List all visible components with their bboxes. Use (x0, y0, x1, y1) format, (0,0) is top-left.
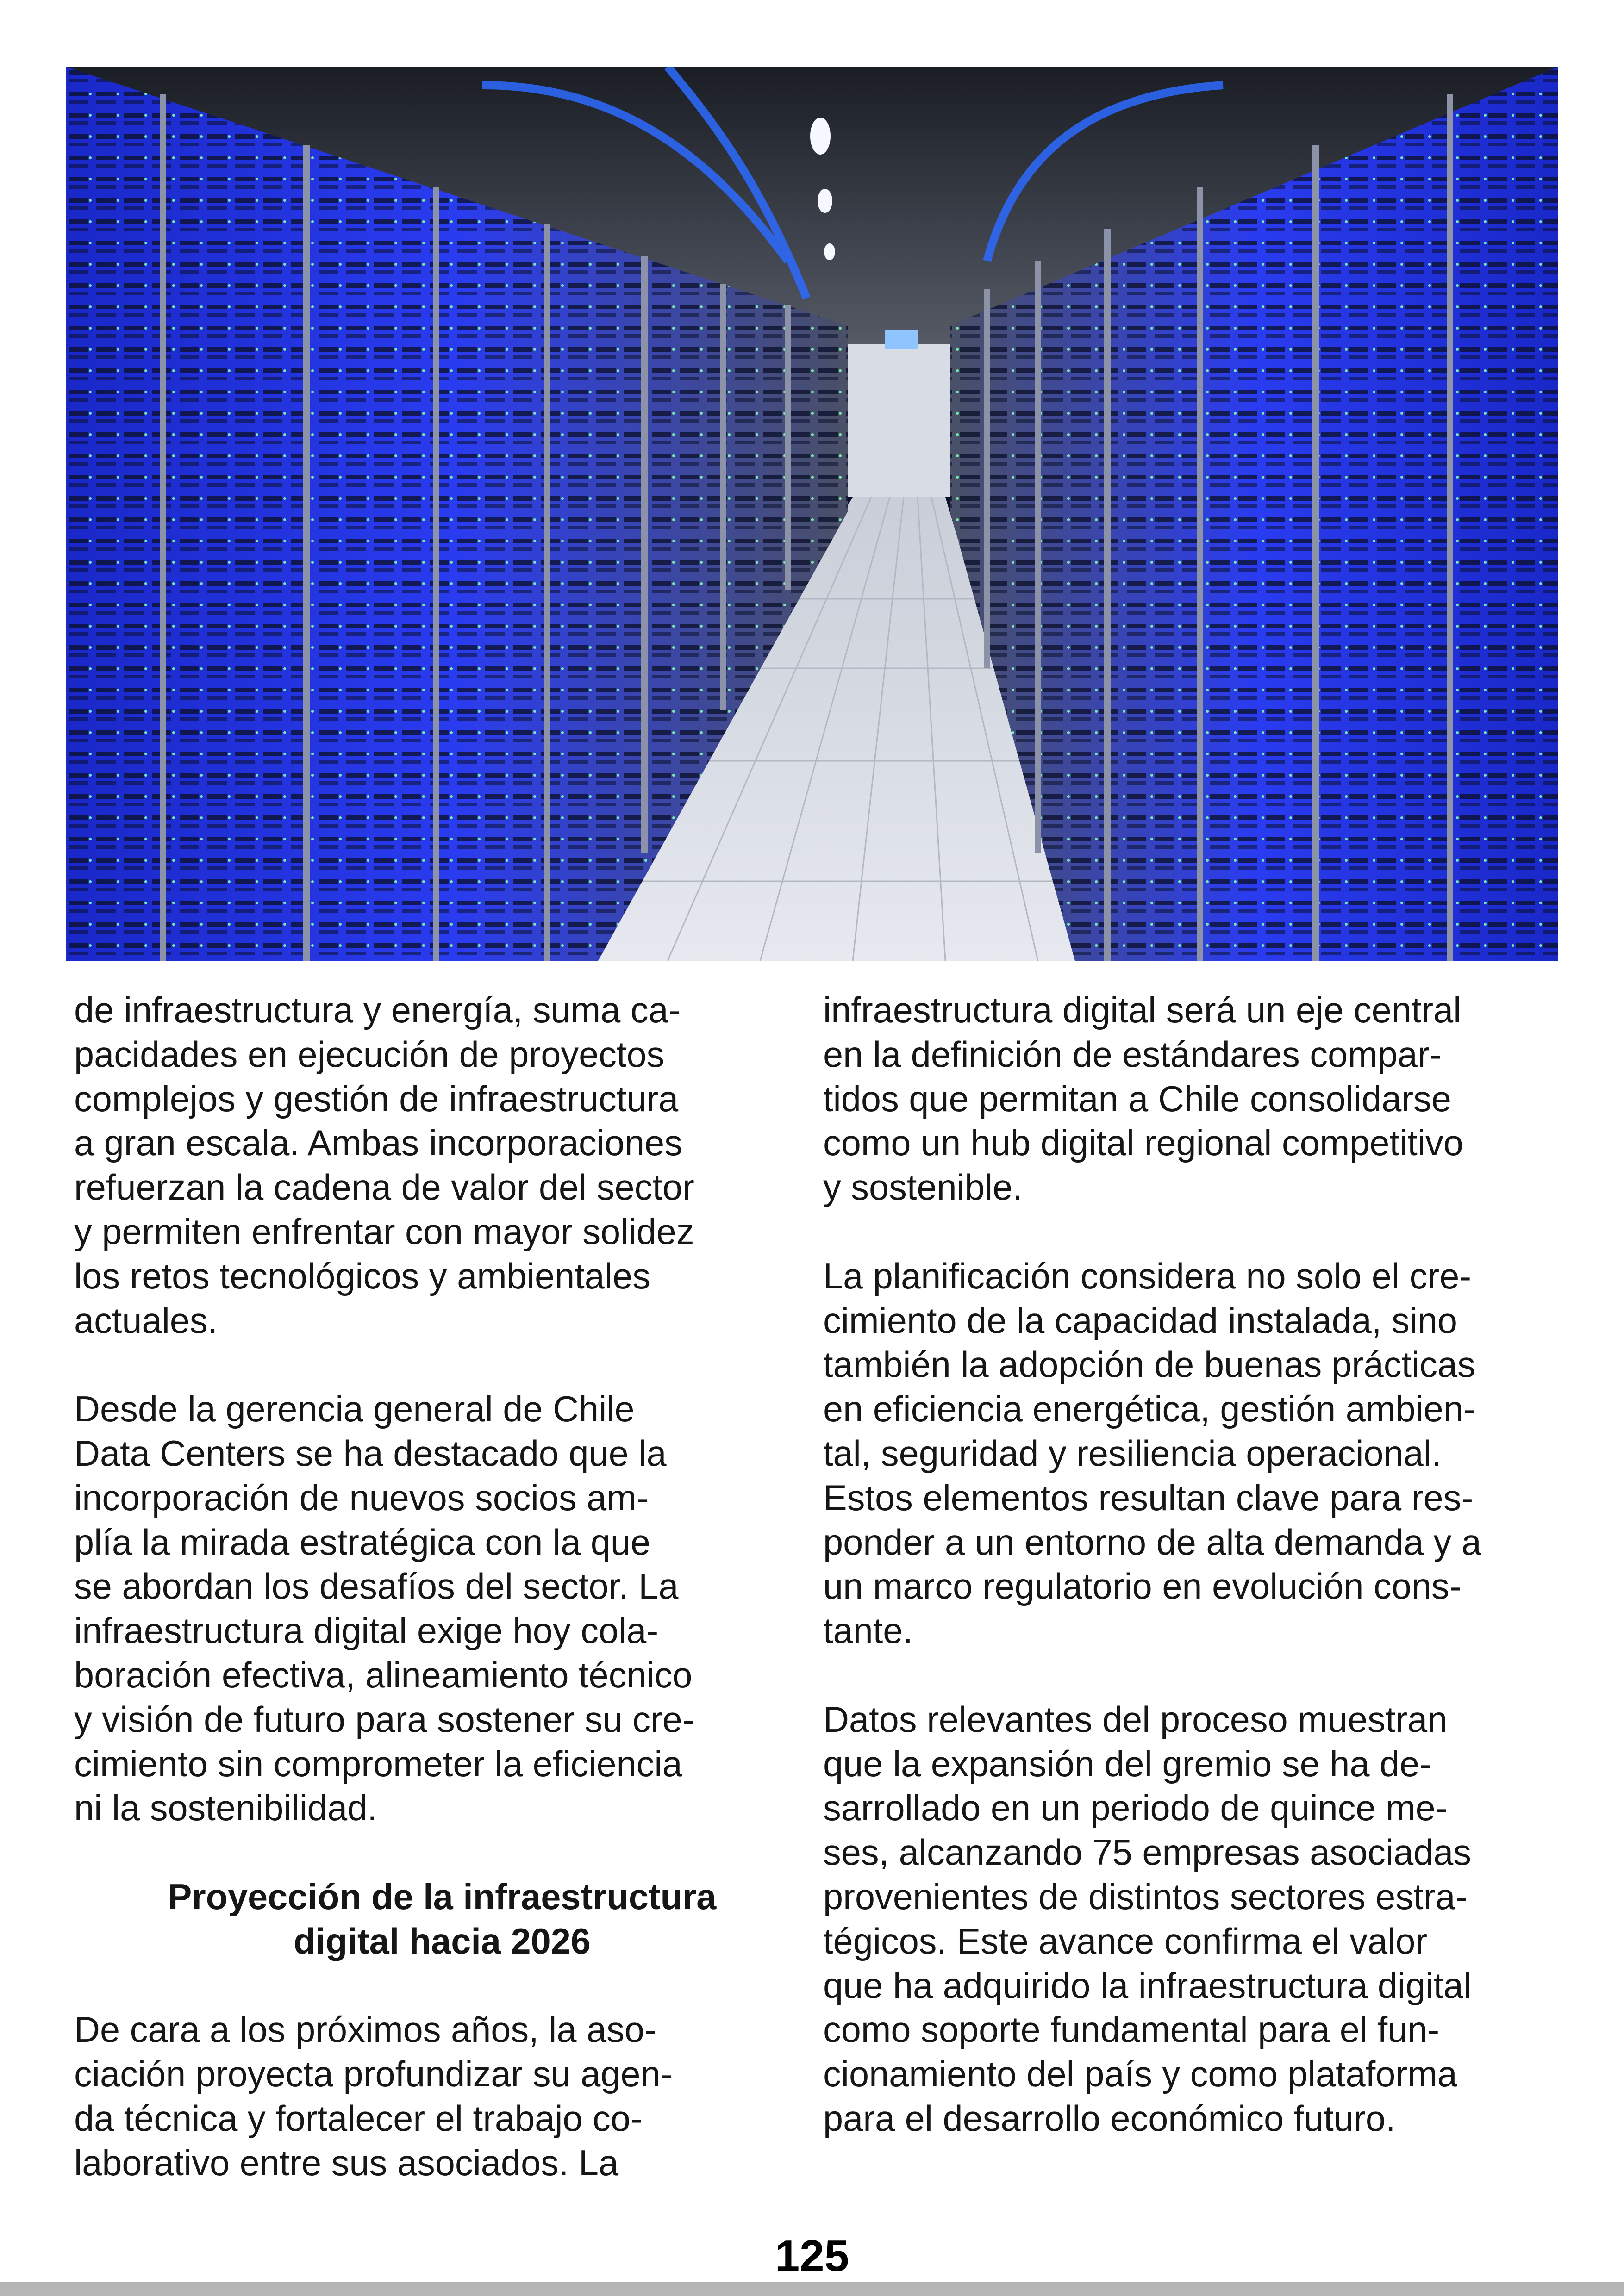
footer-bar (0, 2282, 1624, 2296)
left-paragraph-2: Desde la gerencia general de Chile Data Centers se ha destacado que la incorporación de nuevos socios am- plía la mirada estratégica con la que se abordan los desafíos del sector. La infraestructura digital exige hoy cola- boración efectiva, alineamiento técnico y visión de futuro para sostener su cre- cimiento sin comprometer la eficiencia ni la sostenibilidad. (74, 1389, 694, 1829)
left-paragraph-1: de infraestructura y energía, suma ca- pacidades en ejecución de proyectos complejos y gestión de infraestructura a gran escala. Ambas incorporaciones refuerzan la cadena de valor del sector y permiten enfrentar con mayor solidez los retos tecnológicos y ambientales actuales. (74, 990, 694, 1341)
right-paragraph-3: Datos relevantes del proceso muestran que la expansión del gremio se ha de- sarrollado en un periodo de quince me- ses, alcanzando 75 empresas asociadas provenientes de distintos sectores estra- tégicos. Este avance confirma el valor que ha adquirido la infraestructura digital como soporte fundamental para el fun- cionamiento del país y como plataforma para el desarrollo económico futuro. (823, 1699, 1472, 2139)
data-center-photo (66, 67, 1558, 961)
server-aisle-illustration (66, 67, 1558, 961)
right-text-column (823, 989, 1559, 2141)
left-text-column (74, 989, 810, 2186)
right-paragraph-2: La planificación considera no solo el cre- cimiento de la capacidad instalada, sino también la adopción de buenas prácticas en eficiencia energética, gestión ambien- tal, seguridad y resiliencia operacional. Estos elementos resultan clave para res- ponder a un entorno de alta demanda y a un marco regulatorio en evolución cons- tante. (823, 1256, 1481, 1651)
page-number: 125 (775, 2231, 849, 2281)
left-paragraph-3: De cara a los próximos años, la aso- ciación proyecta profundizar su agen- da técnica y fortalecer el trabajo co- laborativo entre sus asociados. La (74, 2010, 673, 2183)
section-heading: Proyección de la infraestructura digital hacia 2026 (168, 1877, 717, 1961)
right-paragraph-1: infraestructura digital será un eje central en la definición de estándares compar- tidos que permitan a Chile consolidarse como un hub digital regional competitivo y sostenible. (823, 990, 1463, 1208)
